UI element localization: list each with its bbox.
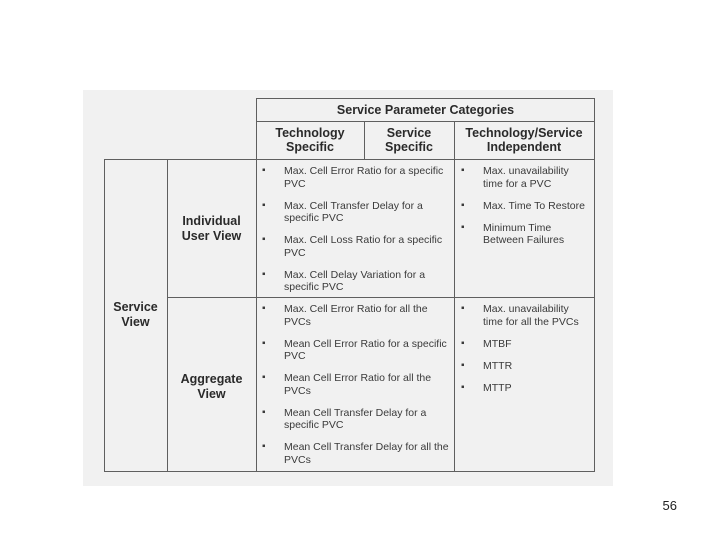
list-item: ▪ Mean Cell Transfer Delay for all the PVCs [259, 441, 452, 466]
column-header-independent: Technology/Service Independent [465, 126, 583, 154]
list-item: ▪ Mean Cell Transfer Delay for a specific PVC [259, 407, 452, 432]
column-header-technology-specific: Technology Specific [275, 126, 345, 154]
list-item: ▪ Max. Cell Loss Ratio for a specific PVC [259, 234, 452, 259]
list-item: ▪ MTTR [458, 360, 588, 373]
row-label-aggregate-view: Aggregate View [180, 372, 243, 401]
group-divider [167, 159, 168, 472]
title-divider [256, 121, 595, 122]
list-item: ▪ MTTP [458, 382, 588, 395]
column-header-service-specific: Service Specific [385, 126, 433, 154]
header-divider [104, 159, 595, 160]
list-item: ▪ MTBF [458, 338, 588, 351]
service-view-label: Service View [113, 300, 158, 329]
aggregate-independent-list [458, 303, 588, 404]
table-border-top [256, 98, 595, 99]
row-label-individual-user-view: Individual User View [181, 214, 242, 243]
aggregate-technology-specific-list [259, 303, 452, 476]
individual-independent-list [458, 165, 588, 256]
list-item: ▪ Max. unavailability time for a PVC [458, 165, 588, 190]
list-item: ▪ Max. unavailability time for all the PVCs [458, 303, 588, 328]
table-border-right [594, 98, 595, 472]
list-item: ▪ Minimum Time Between Failures [458, 222, 588, 247]
label-column-divider [256, 98, 257, 472]
individual-technology-specific-list [259, 165, 452, 303]
list-item: ▪ Max. Cell Delay Variation for a specific PVC [259, 269, 452, 294]
list-item: ▪ Max. Time To Restore [458, 200, 588, 213]
table-title: Service Parameter Categories [336, 103, 515, 117]
list-item: ▪ Max. Cell Error Ratio for a specific PVC [259, 165, 452, 190]
list-item: ▪ Mean Cell Error Ratio for a specific PVC [259, 338, 452, 363]
page-number: 56 [662, 498, 677, 513]
list-item: ▪ Max. Cell Error Ratio for all the PVCs [259, 303, 452, 328]
list-item: ▪ Max. Cell Transfer Delay for a specific PVC [259, 200, 452, 225]
independent-column-divider [454, 121, 455, 472]
list-item: ▪ Mean Cell Error Ratio for all the PVCs [259, 372, 452, 397]
